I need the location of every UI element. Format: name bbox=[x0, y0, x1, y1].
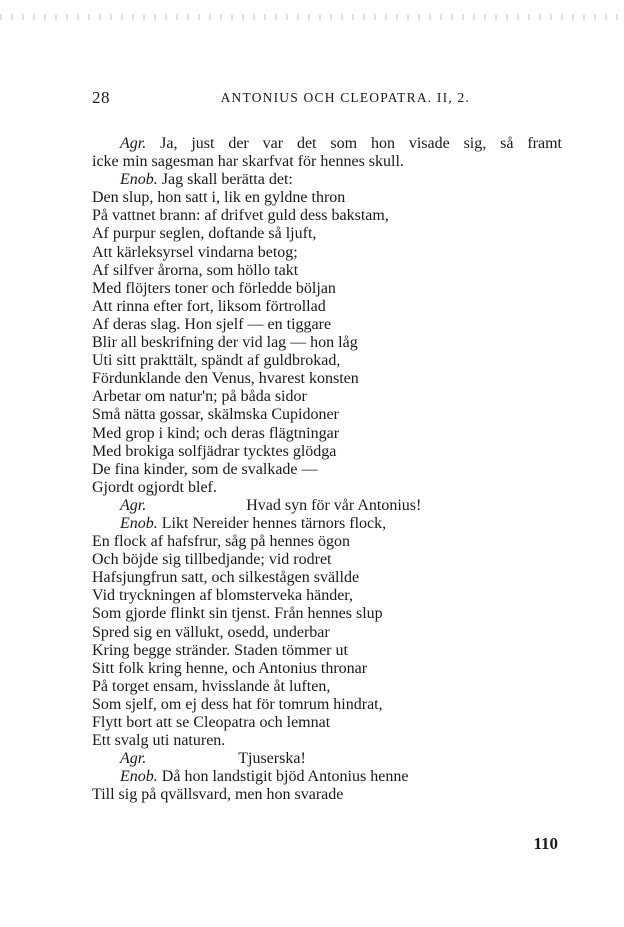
line-text: Uti sitt prakttält, spändt af guldbrokad, bbox=[92, 352, 341, 370]
line-text: De fina kinder, som de svalkade — bbox=[92, 460, 318, 478]
line-text: icke min sagesman har skarfvat för hennes skull. bbox=[92, 153, 404, 171]
verse-line bbox=[92, 624, 562, 642]
verse-line bbox=[92, 298, 562, 316]
line-text: En flock af hafsfrur, såg på hennes ögon bbox=[92, 533, 350, 551]
line-text: Med brokiga solfjädrar tycktes glödga bbox=[92, 442, 337, 460]
line-text: Blir all beskrifning der vid lag — hon låg bbox=[92, 334, 358, 352]
verse-line bbox=[92, 280, 562, 298]
speaker-name: Enob. bbox=[120, 514, 158, 532]
speaker-name: Agr. bbox=[120, 135, 147, 152]
verse-line bbox=[92, 370, 562, 388]
verse-line bbox=[92, 515, 562, 533]
verse-line bbox=[92, 660, 562, 678]
verse-line bbox=[92, 334, 562, 352]
verse-line bbox=[92, 262, 562, 280]
verse-line bbox=[92, 406, 562, 424]
line-text: Kring begge stränder. Staden tömmer ut bbox=[92, 641, 348, 659]
verse-line bbox=[92, 497, 562, 515]
verse-line bbox=[92, 569, 562, 587]
speaker-name: Enob. bbox=[120, 171, 158, 189]
text-line bbox=[92, 153, 562, 171]
verse-line bbox=[92, 714, 562, 732]
line-text: Med flöjters toner och förledde böljan bbox=[92, 279, 336, 297]
line-text: Fördunklande den Venus, hvarest konsten bbox=[92, 370, 359, 388]
verse-line bbox=[92, 461, 562, 479]
line-text: Och böjde sig tillbedjande; vid rodret bbox=[92, 551, 332, 569]
line-text: Tjuserska! bbox=[238, 750, 306, 768]
line-text: Med grop i kind; och deras flägtningar bbox=[92, 424, 340, 442]
line-text: Ja, just der var det som hon visade sig, så framt bbox=[146, 135, 562, 152]
line-text: Den slup, hon satt i, lik en gyldne thron bbox=[92, 189, 346, 207]
line-text: Jag skall berätta det: bbox=[157, 171, 293, 189]
line-text: Att rinna efter fort, liksom förtrollad bbox=[92, 297, 326, 315]
line-text: På torget ensam, hvisslande åt luften, bbox=[92, 677, 331, 695]
line-text: På vattnet brann: af drifvet guld dess bakstam, bbox=[92, 207, 389, 225]
speaker-name: Agr. bbox=[120, 750, 147, 768]
line-text: Af silfver årorna, som höllo takt bbox=[92, 261, 299, 279]
line-text: Arbetar om natur'n; på båda sidor bbox=[92, 388, 307, 406]
line-text: Då hon landstigit bjöd Antonius henne bbox=[157, 768, 409, 786]
verse-line bbox=[92, 244, 562, 262]
verse-line bbox=[92, 551, 562, 569]
verse-line bbox=[92, 587, 562, 605]
signature-mark: 110 bbox=[533, 834, 558, 853]
line-text: Likt Nereider hennes tärnors flock, bbox=[157, 514, 387, 532]
line-text: Att kärleksyrsel vindarna betog; bbox=[92, 243, 298, 261]
speaker-name: Agr. bbox=[120, 496, 147, 514]
line-text: Flytt bort att se Cleopatra och lemnat bbox=[92, 714, 331, 731]
verse-line bbox=[92, 443, 562, 461]
line-text: Af deras slag. Hon sjelf — en tiggare bbox=[92, 315, 332, 333]
verse-line bbox=[92, 696, 562, 714]
verse-line bbox=[92, 678, 562, 696]
verse-line bbox=[92, 425, 562, 443]
text-line bbox=[92, 171, 562, 189]
line-text: Af purpur seglen, doftande så ljuft, bbox=[92, 225, 317, 243]
line-text: Ett svalg uti naturen. bbox=[92, 732, 226, 750]
scan-edge-noise bbox=[0, 14, 624, 20]
play-text bbox=[92, 135, 562, 804]
line-text: Spred sig en vällukt, osedd, underbar bbox=[92, 623, 330, 641]
verse-line bbox=[92, 225, 562, 243]
line-text: Små nätta gossar, skälmska Cupidoner bbox=[92, 406, 339, 424]
verse-line bbox=[92, 750, 562, 768]
line-text: Vid tryckningen af blomsterveka händer, bbox=[92, 587, 353, 605]
verse-line bbox=[92, 605, 562, 623]
page-number: 28 bbox=[92, 88, 110, 107]
line-text: Hafsjungfrun satt, och silkestågen svällde bbox=[92, 569, 360, 587]
running-head: ANTONIUS OCH CLEOPATRA. II, 2. bbox=[220, 90, 470, 105]
verse-line bbox=[92, 786, 562, 804]
verse-line bbox=[92, 533, 562, 551]
verse-line bbox=[92, 207, 562, 225]
verse-line bbox=[92, 352, 562, 370]
line-text: Hvad syn för vår Antonius! bbox=[246, 496, 422, 514]
verse-line bbox=[92, 768, 562, 786]
text-line bbox=[92, 135, 562, 153]
verse-line bbox=[92, 732, 562, 750]
verse-line bbox=[92, 479, 562, 497]
line-text: Sitt folk kring henne, och Antonius thronar bbox=[92, 659, 368, 677]
line-text: Som sjelf, om ej dess hat för tomrum hindrat, bbox=[92, 695, 383, 713]
verse-line bbox=[92, 388, 562, 406]
line-text: Som gjorde flinkt sin tjenst. Från hennes slup bbox=[92, 605, 383, 623]
line-text: Till sig på qvällsvard, men hon svarade bbox=[92, 786, 344, 804]
speaker-name: Enob. bbox=[120, 768, 158, 786]
page-header bbox=[92, 88, 470, 108]
verse-line bbox=[92, 316, 562, 334]
line-text: Gjordt ogjordt blef. bbox=[92, 478, 217, 496]
verse-line bbox=[92, 642, 562, 660]
verse-line bbox=[92, 189, 562, 207]
